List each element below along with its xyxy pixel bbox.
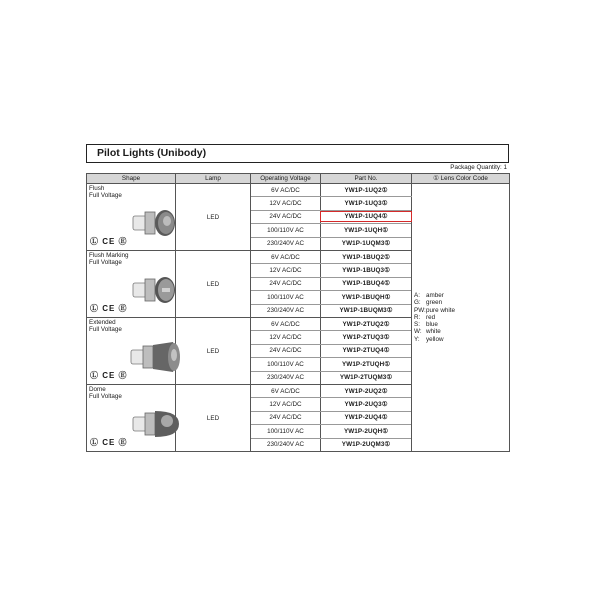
part-no: YW1P-1BUQM3①	[339, 307, 393, 315]
lens-color-name: red	[426, 313, 436, 321]
part-no-cell	[321, 210, 412, 223]
shape-name-line2: Full Voltage	[89, 393, 122, 400]
part-no: YW1P-2TUQM3①	[339, 374, 393, 382]
voltage-cell: 24V AC/DC	[251, 344, 321, 357]
voltage-cell: 24V AC/DC	[251, 277, 321, 290]
shape-cell	[87, 385, 176, 452]
lamp-cell: LED	[176, 184, 251, 251]
lens-color-name: pure white	[426, 306, 456, 314]
lens-color-name: yellow	[426, 335, 444, 343]
part-no-cell	[321, 385, 412, 398]
voltage-cell: 24V AC/DC	[251, 411, 321, 424]
part-no: YW1P-1BUQ3①	[342, 267, 390, 275]
voltage-cell: 100/110V AC	[251, 358, 321, 371]
part-no-cell	[321, 331, 412, 344]
part-no: YW1P-1BUQ2①	[342, 253, 390, 261]
part-no: YW1P-2UQ4①	[344, 414, 388, 422]
shape-name	[89, 252, 129, 266]
part-no-cell	[321, 291, 412, 304]
part-no-cell	[321, 425, 412, 438]
voltage-cell: 12V AC/DC	[251, 264, 321, 277]
lens-color-item	[414, 336, 509, 343]
shape-name-line2: Full Voltage	[89, 259, 122, 266]
lens-color-name: amber	[426, 292, 444, 300]
part-no: YW1P-1BUQ4①	[342, 280, 390, 288]
part-no-cell	[321, 411, 412, 424]
lens-color-code: PW:	[414, 306, 426, 314]
lens-color-item	[414, 307, 509, 314]
part-no: YW1P-2UQM3①	[341, 441, 391, 449]
voltage-cell: 6V AC/DC	[251, 385, 321, 398]
part-no: YW1P-2TUQ2①	[342, 320, 390, 328]
part-no-cell	[321, 438, 412, 451]
lamp-cell: LED	[176, 251, 251, 318]
voltage-cell: 230/240V AC	[251, 237, 321, 250]
lens-color-item	[414, 321, 509, 328]
lens-color-name: white	[426, 328, 441, 336]
part-no: YW1P-1UQM3①	[341, 240, 391, 248]
part-no: YW1P-2TUQ3①	[342, 334, 390, 342]
certification-marks: Ⓛ CE Ⓔ	[90, 237, 128, 246]
part-no: YW1P-2TUQ4①	[342, 347, 390, 355]
voltage-cell: 230/240V AC	[251, 371, 321, 384]
voltage-cell: 100/110V AC	[251, 425, 321, 438]
shape-cell	[87, 251, 176, 318]
lens-color-name: green	[426, 299, 443, 307]
shape-name-line2: Full Voltage	[89, 192, 122, 199]
lamp-cell: LED	[176, 318, 251, 385]
lens-color-name: blue	[426, 321, 438, 329]
shape-name	[89, 319, 122, 333]
title-box	[86, 144, 509, 163]
part-no-cell	[321, 398, 412, 411]
shape-name-line1: Dome	[89, 386, 106, 393]
part-no: YW1P-1UQ2①	[344, 186, 388, 194]
part-no-cell	[321, 197, 412, 210]
part-no: YW1P-2UQ2①	[344, 387, 388, 395]
part-no-cell	[321, 318, 412, 331]
part-no: YW1P-2TUQH①	[341, 360, 391, 368]
lens-color-item	[414, 328, 509, 335]
shape-cell	[87, 318, 176, 385]
voltage-cell: 6V AC/DC	[251, 184, 321, 197]
flush-lamp-icon	[127, 202, 183, 240]
voltage-cell: 12V AC/DC	[251, 398, 321, 411]
lamp-cell: LED	[176, 385, 251, 452]
header-lamp: Lamp	[176, 174, 251, 184]
part-no: YW1P-1BUQH①	[341, 293, 391, 301]
part-no-cell	[321, 371, 412, 384]
lens-color-code: G:	[414, 299, 421, 307]
part-no-cell	[321, 184, 412, 197]
voltage-cell: 6V AC/DC	[251, 251, 321, 264]
part-no-cell	[321, 304, 412, 317]
parts-table	[86, 173, 510, 452]
catalog-page	[86, 144, 509, 447]
certification-marks: Ⓛ CE Ⓔ	[90, 438, 128, 447]
part-no-cell	[321, 264, 412, 277]
lens-color-code: S:	[414, 321, 420, 329]
voltage-cell: 100/110V AC	[251, 224, 321, 237]
part-no-cell	[321, 237, 412, 250]
page-title: Pilot Lights (Unibody)	[97, 147, 207, 159]
voltage-cell: 230/240V AC	[251, 304, 321, 317]
header-row	[87, 174, 510, 184]
shape-name-line1: Extended	[89, 319, 116, 326]
shape-cell	[87, 184, 176, 251]
flush-marking-lamp-icon	[127, 269, 183, 307]
shape-name	[89, 386, 122, 400]
lens-color-cell	[412, 184, 510, 452]
voltage-cell: 12V AC/DC	[251, 331, 321, 344]
part-no: YW1P-1UQH①	[343, 226, 389, 234]
part-no-cell	[321, 251, 412, 264]
shape-name-line1: Flush	[89, 185, 105, 192]
table-row	[87, 184, 510, 197]
part-no: YW1P-2UQH①	[343, 427, 389, 435]
part-no-cell	[321, 344, 412, 357]
header-voltage: Operating Voltage	[251, 174, 321, 184]
highlighted-part-no: YW1P-1UQ4①	[321, 212, 411, 221]
shape-name-line1: Flush Marking	[89, 252, 129, 259]
certification-marks: Ⓛ CE Ⓔ	[90, 371, 128, 380]
lens-color-item	[414, 292, 509, 299]
part-no: YW1P-2UQ3①	[344, 401, 388, 409]
voltage-cell: 12V AC/DC	[251, 197, 321, 210]
part-no-cell	[321, 277, 412, 290]
voltage-cell: 230/240V AC	[251, 438, 321, 451]
header-lens-color-code: ① Lens Color Code	[412, 174, 510, 184]
extended-lamp-icon	[127, 336, 183, 374]
voltage-cell: 6V AC/DC	[251, 318, 321, 331]
dome-lamp-icon	[127, 403, 183, 441]
voltage-cell: 24V AC/DC	[251, 210, 321, 223]
part-no: YW1P-1UQ3①	[344, 200, 388, 208]
voltage-cell: 100/110V AC	[251, 291, 321, 304]
header-part-no: Part No.	[321, 174, 412, 184]
lens-color-code: Y:	[414, 335, 420, 343]
lens-color-code: R:	[414, 313, 421, 321]
shape-name	[89, 185, 122, 199]
header-shape: Shape	[87, 174, 176, 184]
part-no-cell	[321, 358, 412, 371]
package-quantity: Package Quantity: 1	[450, 164, 507, 171]
part-no-cell	[321, 224, 412, 237]
lens-color-code: W:	[414, 328, 422, 336]
lens-color-code: A:	[414, 292, 420, 300]
certification-marks: Ⓛ CE Ⓔ	[90, 304, 128, 313]
lens-color-list	[412, 292, 509, 342]
lens-color-item	[414, 299, 509, 306]
shape-name-line2: Full Voltage	[89, 326, 122, 333]
lens-color-item	[414, 314, 509, 321]
